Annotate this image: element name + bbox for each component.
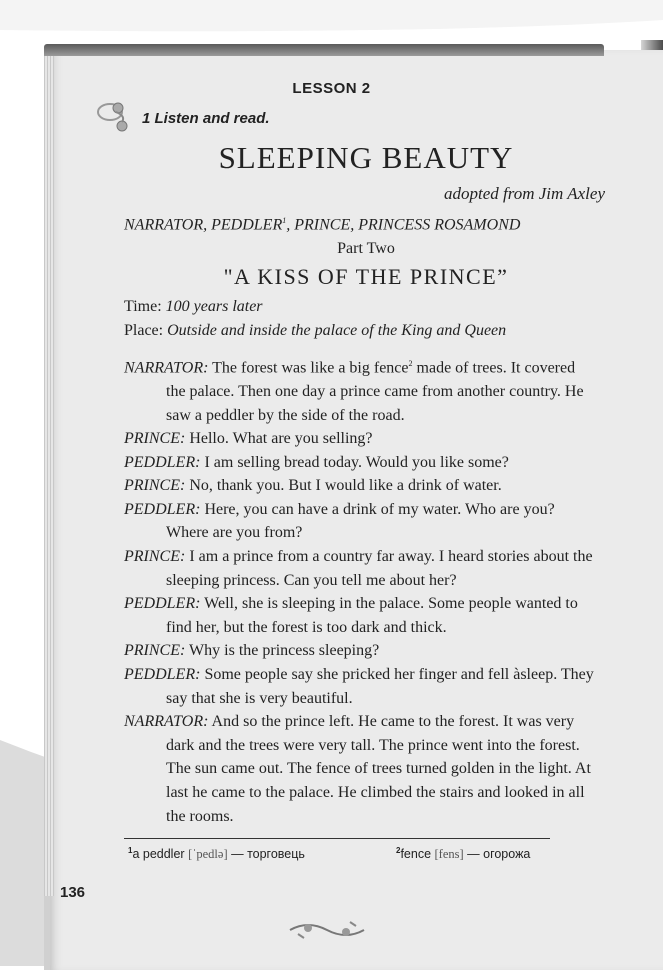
time-value: 100 years later xyxy=(165,298,263,315)
dialogue-line xyxy=(124,427,594,451)
footnote-number: 2 xyxy=(396,846,401,855)
line-text: Well, she is sleeping in the palace. Some people wanted to find her, but the forest is too dark and thick. xyxy=(166,595,578,636)
ornament-icon xyxy=(288,918,366,942)
speaker: PRINCE: xyxy=(124,477,186,495)
footnote-word: a peddler xyxy=(132,847,189,862)
speaker: PRINCE: xyxy=(124,548,186,566)
footnote-1 xyxy=(128,846,305,862)
line-text: The forest was like a big fence xyxy=(208,359,409,377)
part-label: Part Two xyxy=(337,240,395,257)
footnote-marker: 2 xyxy=(408,359,413,368)
line-text: Here, you can have a drink of my water. Who are you? Where are you from? xyxy=(166,500,555,542)
dialogue-line xyxy=(124,474,594,498)
line-text: I am selling bread today. Would you like some? xyxy=(200,453,509,471)
part-title: "A KISS OF THE PRINCE” xyxy=(223,264,509,289)
dialogue-line xyxy=(124,639,594,663)
footnote-translation: — торговець xyxy=(227,847,305,862)
place-label: Place: xyxy=(124,322,168,339)
footnote-divider xyxy=(124,838,550,839)
time-line xyxy=(124,298,263,316)
speaker: NARRATOR: xyxy=(124,713,209,731)
dialogue-line xyxy=(124,545,594,592)
line-text: No, thank you. But I would like a drink of water. xyxy=(185,477,502,495)
footnote-2 xyxy=(396,846,530,862)
headphones-icon xyxy=(96,100,140,136)
dialogue-line xyxy=(124,663,594,710)
speaker: NARRATOR: xyxy=(124,359,209,377)
dialogue-line xyxy=(124,451,594,475)
speaker: PEDDLER: xyxy=(124,666,201,684)
footnote-translation: — огорожа xyxy=(463,847,531,862)
dialogue-line xyxy=(124,352,594,427)
dialogue-line xyxy=(124,498,594,545)
page-stack xyxy=(44,56,54,896)
speaker: PRINCE: xyxy=(124,642,186,660)
line-text-cont: made of trees. It covered the palace. Then one day a prince came from another country. He saw a peddler by the side of the road. xyxy=(166,359,584,424)
speaker: PRINCE: xyxy=(124,430,186,448)
place-value: Outside and inside the palace of the King and Queen xyxy=(167,322,507,339)
characters-after: , PRINCE, PRINCESS ROSAMOND xyxy=(286,216,521,234)
book-cover-edge xyxy=(44,44,604,56)
line-text: And so the prince left. He came to the forest. It was very dark and the trees were very tall. The prince went into the forest. The sun came out. The fence of trees turned golden in the light. At last he came to the palace. He climbed the stairs and looked in all the rooms. xyxy=(166,713,591,825)
dialogue-line xyxy=(124,592,594,639)
footnote-marker: 1 xyxy=(282,216,287,225)
characters-before: NARRATOR, PEDDLER xyxy=(124,216,283,234)
adapted-credit: adopted from Jim Axley xyxy=(444,184,605,203)
dialogue xyxy=(124,352,594,828)
line-text: Hello. What are you selling? xyxy=(185,430,373,448)
dialogue-line xyxy=(124,710,594,828)
footnote-word: fence xyxy=(400,847,435,862)
page-number: 136 xyxy=(60,884,86,901)
time-label: Time: xyxy=(124,298,166,315)
line-text: Some people say she pricked her finger and fell àsleep. They say that she is very beautiful. xyxy=(166,666,594,707)
footnote-number: 1 xyxy=(128,846,133,855)
footnote-phonetic: [ˈpedlə] xyxy=(188,847,228,862)
footnote-phonetic: [fens] xyxy=(434,847,464,862)
speaker: PEDDLER: xyxy=(124,453,201,471)
place-line xyxy=(124,322,506,340)
speaker: PEDDLER: xyxy=(124,500,201,518)
line-text: Why is the princess sleeping? xyxy=(185,642,380,660)
story-title: SLEEPING BEAUTY xyxy=(218,140,514,175)
speaker: PEDDLER: xyxy=(124,595,201,613)
characters-list xyxy=(124,216,520,234)
line-text: I am a prince from a country far away. I heard stories about the sleeping princess. Can you tell me about her? xyxy=(166,548,593,589)
task-instruction: 1 Listen and read. xyxy=(142,110,270,127)
lesson-heading: LESSON 2 xyxy=(292,80,371,97)
